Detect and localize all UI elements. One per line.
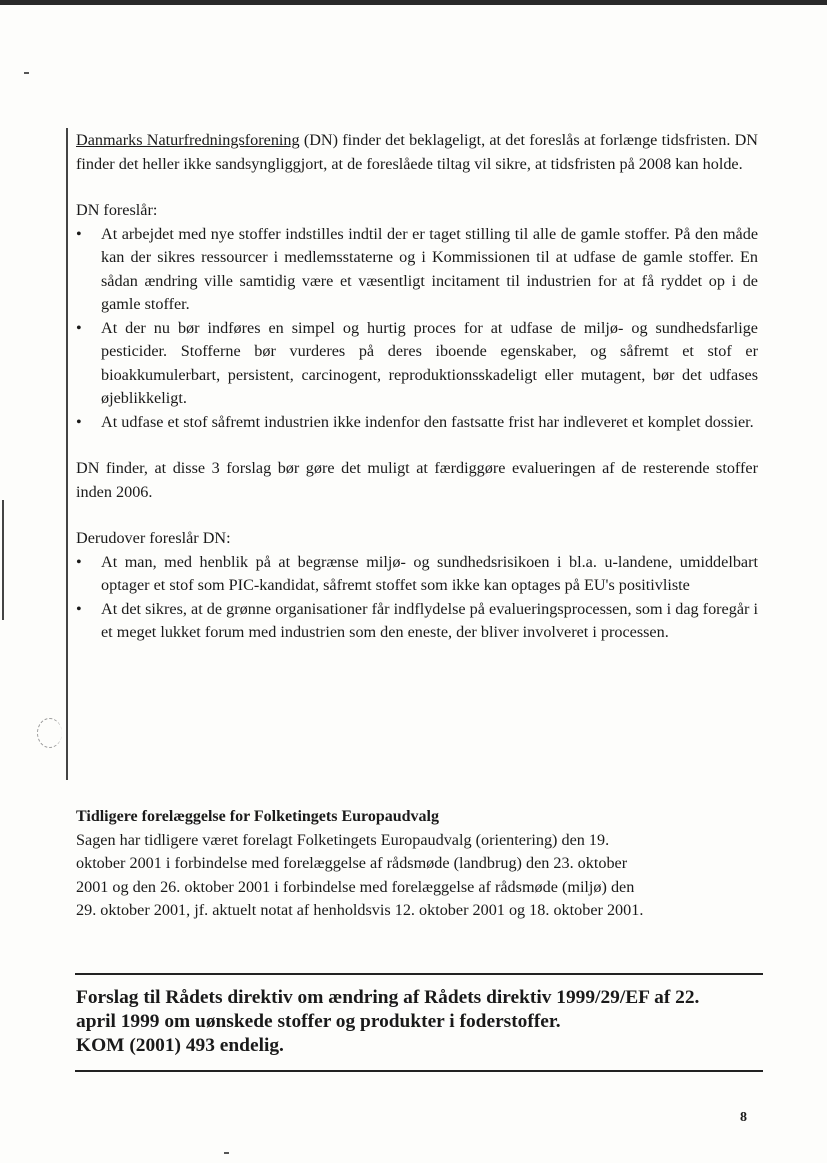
list-item: • At udfase et stof såfremt industrien ikke indenfor den fastsatte frist har indleveret et komplet dossier. [76,411,758,435]
organization-name: Danmarks Naturfredningsforening [76,131,300,149]
left-margin-line [66,128,68,780]
page-number: 8 [740,1110,747,1125]
main-text [76,129,758,645]
section-line: 2001 og den 26. oktober 2001 i forbindelse med forelæggelse af rådsmøde (miljø) den [76,877,635,896]
list-item: • At arbejdet med nye stoffer indstilles indtil der er taget stilling til alle de gamle stoffer. På den måde kan der sikres ressourcer i medlemsstaterne og i Kommissionen til at udfase de gamle stoffer. En sådan ændring ville samtidig være et væsentligt incitament til industrien for at få ryddet op i de gamle stoffer. [76,223,758,317]
heading-line: Forslag til Rådets direktiv om ændring af Rådets direktiv 1999/29/EF af 22. [76,987,700,1008]
list-item: • At det sikres, at de grønne organisationer får indflydelse på evalueringsprocessen, som i dag foregår i et meget lukket forum med industrien som den eneste, der bliver involveret i processen. [76,598,758,645]
next-item-heading [76,986,766,1058]
section-line: 29. oktober 2001, jf. aktuelt notat af henholdsvis 12. oktober 2001 og 18. oktober 2001. [76,901,644,919]
divider-top [75,973,763,975]
punch-hole-mark [37,718,62,748]
proposal-intro: DN foreslår: [76,201,158,219]
list-item: • At der nu bør indføres en simpel og hurtig proces for at udfase de miljø- og sundhedsfarlige pesticider. Stofferne bør vurderes på deres iboende egenskaber, og såfremt et stof er bioakkumulerbart, persistent, carcinogent, reproduktionsskadeligt eller mutagent, bør det udfases øjeblikkeligt. [76,317,758,411]
additional-list [76,551,758,645]
scan-speck [24,72,29,74]
proposal-list [76,223,758,435]
scan-edge-line [2,500,4,620]
intro-paragraph [76,129,758,176]
list-item: • At man, med henblik på at begrænse miljø- og sundhedsrisikoen i bl.a. u-landene, umiddelbart optager et stof som PIC-kandidat, såfremt stoffet som ikke kan optages på EU's positivliste [76,551,758,598]
scan-speck [224,1152,229,1154]
heading-line: april 1999 om uønskede stoffer og produkter i foderstoffer. [76,1011,561,1032]
divider-bottom [75,1070,763,1072]
intro-paragraph-text: (DN) finder det beklageligt, at det foreslås at forlænge tidsfristen. DN finder det heller ikke sandsyngliggjort, at de foreslåede tiltag vil sikre, at tidsfristen på 2008 kan holde. [76,131,758,173]
additional-intro: Derudover foreslår DN: [76,529,231,547]
section-title: Tidligere forelæggelse for Folketingets Europaudvalg [76,808,439,825]
top-edge-line [0,0,827,5]
section-line: Sagen har tidligere været forelagt Folketingets Europaudvalg (orientering) den 19. [76,830,610,849]
prior-submission-section [76,805,716,923]
section-line: oktober 2001 i forbindelse med forelæggelse af rådsmøde (landbrug) den 23. oktober [76,854,628,872]
heading-line: KOM (2001) 493 endelig. [76,1035,284,1056]
conclusion-paragraph: DN finder, at disse 3 forslag bør gøre det muligt at færdiggøre evalueringen af de resterende stoffer inden 2006. [76,459,758,501]
